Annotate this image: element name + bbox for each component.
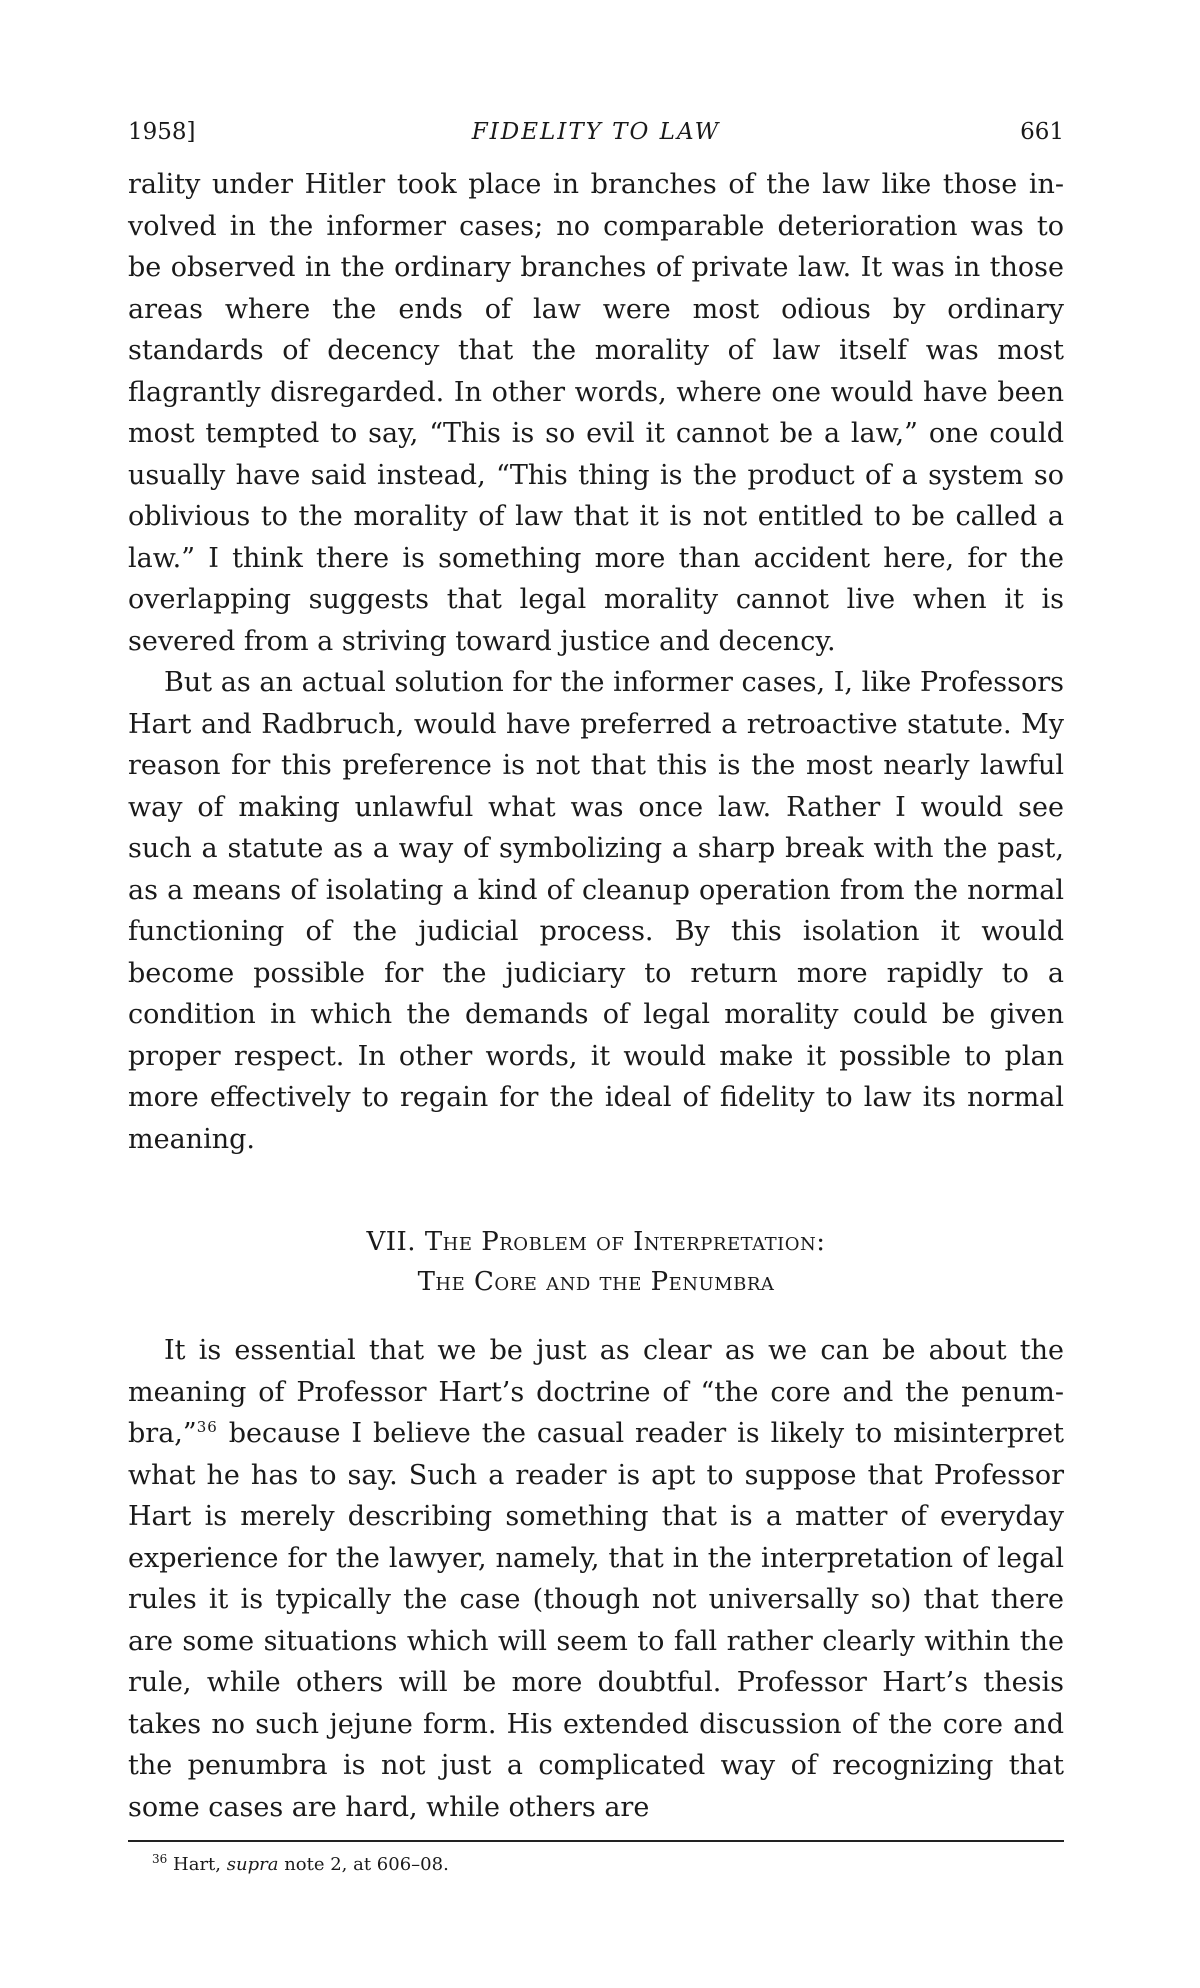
paragraph-3-text-end: because I believe the casual reader is likely to misinterpret what he has to say. Such a reader is apt to suppose that Professor Hart is merely describing something that is a matter of everyday experience for the lawyer, namely, that in the interpretation of legal rules it is typically the case (though not universally so) that there are some situations which will seem to fall rather clearly within the rule, while others will be more doubtful. Professor Hart’s thesis takes no such jejune form. His extended discussion of the core and the penumbra is not just a complicated way of recognizing that some cases are hard, while others are — [128, 1418, 1064, 1823]
footnote-citation: note 2, at 606–08. — [284, 1854, 449, 1875]
page-number: 661 — [1020, 119, 1064, 145]
section-heading-line-2: The Core and the Penumbra — [417, 1267, 775, 1297]
book-page — [128, 112, 1064, 1878]
paragraph-3-text-start: It is essential that we be just as clear as we can be about the meaning of Professor Hart’s doctrine of “the core and the penumbra,” — [128, 1335, 1064, 1449]
footnote-divider — [128, 1840, 1064, 1842]
footnote — [128, 1852, 1064, 1878]
body-paragraph-1: rality under Hitler took place in branches of the law like those involved in the informer cases; no comparable deterioration was to be observed in the ordinary branches of private law. It was in those areas where the ends of law were most odious by ordinary standards of decency that the morality of law itself was most flagrantly disregarded. In other words, where one would have been most tempted to say, “This is so evil it cannot be a law,” one could usually have said instead, “This thing is the product of a system so oblivious to the morality of law that it is not entitled to be called a law.” I think there is something more than accident here, for the overlapping suggests that legal morality cannot live when it is severed from a striving toward justice and decency. — [128, 169, 1064, 657]
body-paragraph-2: But as an actual solution for the informer cases, I, like Professors Hart and Radbruch, would have preferred a retroactive statute. My reason for this preference is not that this is the most nearly lawful way of making unlawful what was once law. Rather I would see such a statute as a way of symbolizing a sharp break with the past, as a means of isolating a kind of cleanup operation from the normal functioning of the judicial process. By this isolation it would become possible for the judiciary to return more rapidly to a condition in which the demands of legal morality could be given proper respect. In other words, it would make it possible to plan more effectively to regain for the ideal of fidelity to law its normal meaning. — [128, 667, 1064, 1155]
footnote-author: Hart, — [173, 1854, 222, 1875]
footnote-supra: supra — [226, 1854, 279, 1875]
body-paragraph-3 — [128, 1330, 1064, 1828]
running-head-year: 1958] — [128, 119, 196, 145]
section-heading-line-1: VII. The Problem of Interpretation: — [366, 1227, 826, 1257]
running-head — [128, 112, 1064, 152]
running-head-title: FIDELITY TO LAW — [471, 119, 721, 145]
footnote-number: 36 — [152, 1852, 168, 1866]
footnote-reference: 36 — [196, 1418, 218, 1436]
section-heading — [128, 1222, 1064, 1302]
